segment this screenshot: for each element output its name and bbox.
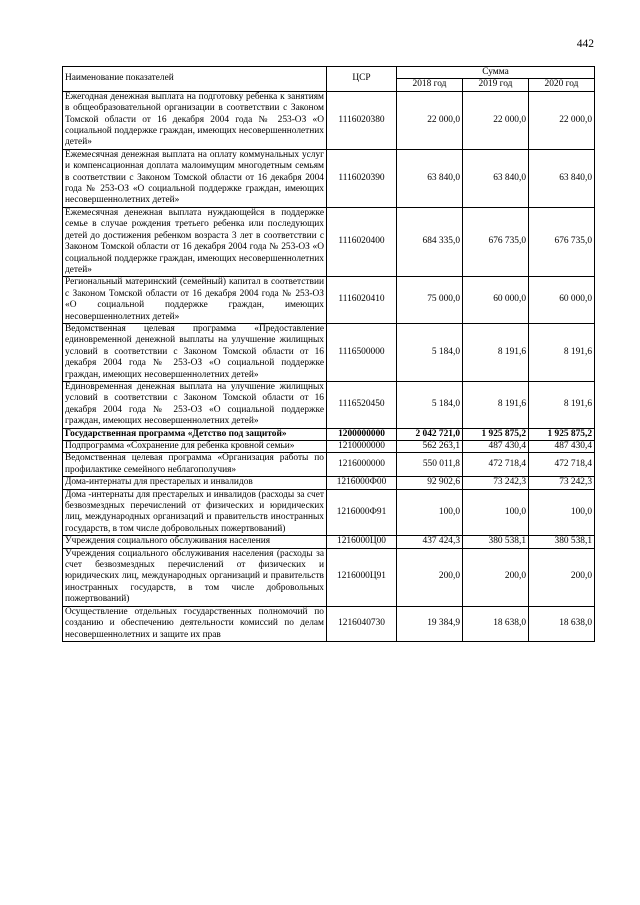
row-name: Осуществление отдельных государственных полномочий по созданию и обеспечению деятельности комиссий по делам несовершеннолетних и защите их прав	[63, 606, 327, 641]
row-value-2018: 684 335,0	[397, 207, 463, 276]
table-row-program-total	[63, 428, 595, 440]
row-value-2019: 200,0	[463, 548, 529, 606]
row-value-2019: 60 000,0	[463, 277, 529, 324]
table-row	[63, 453, 595, 477]
row-value-2018: 200,0	[397, 548, 463, 606]
row-value-2020: 200,0	[529, 548, 595, 606]
row-value-2020: 73 242,3	[529, 477, 595, 489]
table-row	[63, 441, 595, 453]
row-name: Дома -интернаты для престарелых и инвалидов (расходы за счет безвозмездных перечислений от физических и юридических лиц, международных организаций и правительств иностранных государств, в том числе добровольных пожертвований)	[63, 489, 327, 536]
row-value-2019: 1 925 875,2	[463, 428, 529, 440]
row-name: Ведомственная целевая программа «Предоставление единовременной денежной выплаты на улучшение жилищных условий в соответствии с Законом Томской области от 16 декабря 2004 года № 253-ОЗ «О социальной поддержке граждан, имеющих несовершеннолетних детей»	[63, 323, 327, 381]
table-row	[63, 548, 595, 606]
row-value-2020: 63 840,0	[529, 149, 595, 207]
page-number: 442	[576, 38, 594, 50]
row-value-2020: 676 735,0	[529, 207, 595, 276]
row-value-2018: 5 184,0	[397, 323, 463, 381]
table-row	[63, 91, 595, 149]
row-code: 1116520450	[327, 381, 397, 428]
table-row	[63, 477, 595, 489]
row-value-2018: 562 263,1	[397, 441, 463, 453]
row-name: Дома-интернаты для престарелых и инвалидов	[63, 477, 327, 489]
row-code: 1116020380	[327, 91, 397, 149]
table-row	[63, 381, 595, 428]
row-name: Ежемесячная денежная выплата нуждающейся в поддержке семье в случае рождения третьего ребенка или последующих детей до достижения ребенком возраста 3 лет в соответствии с Законом Томской области от 16 декабря 2004 года № 253-ОЗ «О социальной поддержке граждан, имеющих несовершеннолетних детей»	[63, 207, 327, 276]
row-name: Подпрограмма «Сохранение для ребенка кровной семьи»	[63, 441, 327, 453]
row-value-2019: 487 430,4	[463, 441, 529, 453]
header-year-2019: 2019 год	[463, 79, 529, 91]
row-value-2020: 472 718,4	[529, 453, 595, 477]
row-name: Ведомственная целевая программа «Организация работы по профилактике семейного неблагополучия»	[63, 453, 327, 477]
row-value-2020: 487 430,4	[529, 441, 595, 453]
row-code: 1216000Ф00	[327, 477, 397, 489]
row-code: 1216000Ц91	[327, 548, 397, 606]
row-name: Региональный материнский (семейный) капитал в соответствии с Законом Томской области от 16 декабря 2004 года № 253-ОЗ «О социальной поддержке граждан, имеющих несовершеннолетних детей»	[63, 277, 327, 324]
row-name: Государственная программа «Детство под защитой»	[63, 428, 327, 440]
row-value-2019: 73 242,3	[463, 477, 529, 489]
row-value-2019: 676 735,0	[463, 207, 529, 276]
row-name: Ежемесячная денежная выплата на оплату коммунальных услуг и компенсационная доплата малоимущим многодетным семьям в соответствии с Законом Томской области от 16 декабря 2004 года № 253-ОЗ «О социальной поддержке граждан, имеющих несовершеннолетних детей»	[63, 149, 327, 207]
row-value-2018: 2 042 721,0	[397, 428, 463, 440]
table-row	[63, 606, 595, 641]
row-name: Учреждения социального обслуживания населения	[63, 536, 327, 548]
row-value-2019: 380 538,1	[463, 536, 529, 548]
row-code: 1216000Ц00	[327, 536, 397, 548]
row-value-2018: 63 840,0	[397, 149, 463, 207]
row-value-2019: 18 638,0	[463, 606, 529, 641]
row-value-2018: 100,0	[397, 489, 463, 536]
row-value-2020: 18 638,0	[529, 606, 595, 641]
table-row	[63, 149, 595, 207]
row-value-2020: 380 538,1	[529, 536, 595, 548]
row-value-2020: 22 000,0	[529, 91, 595, 149]
budget-table	[62, 66, 595, 642]
row-value-2020: 8 191,6	[529, 323, 595, 381]
row-value-2019: 100,0	[463, 489, 529, 536]
row-code: 1216040730	[327, 606, 397, 641]
header-code: ЦСР	[327, 67, 397, 92]
row-code: 1116020410	[327, 277, 397, 324]
table-row	[63, 207, 595, 276]
header-year-2018: 2018 год	[397, 79, 463, 91]
row-value-2018: 19 384,9	[397, 606, 463, 641]
row-value-2020: 1 925 875,2	[529, 428, 595, 440]
row-value-2019: 63 840,0	[463, 149, 529, 207]
row-value-2019: 472 718,4	[463, 453, 529, 477]
header-name: Наименование показателей	[63, 67, 327, 92]
row-name: Учреждения социального обслуживания населения (расходы за счет безвозмездных перечислений от физических и юридических лиц, международных организаций и правительств иностранных государств, в том числе добровольных пожертвований)	[63, 548, 327, 606]
table-row	[63, 536, 595, 548]
row-value-2018: 92 902,6	[397, 477, 463, 489]
row-value-2018: 75 000,0	[397, 277, 463, 324]
row-code: 1216000000	[327, 453, 397, 477]
table-row	[63, 323, 595, 381]
row-value-2019: 8 191,6	[463, 381, 529, 428]
row-value-2020: 100,0	[529, 489, 595, 536]
row-value-2020: 60 000,0	[529, 277, 595, 324]
row-code: 1116020390	[327, 149, 397, 207]
header-sum: Сумма	[397, 67, 595, 79]
row-code: 1200000000	[327, 428, 397, 440]
row-code: 1116020400	[327, 207, 397, 276]
header-year-2020: 2020 год	[529, 79, 595, 91]
row-code: 1210000000	[327, 441, 397, 453]
row-value-2019: 22 000,0	[463, 91, 529, 149]
row-value-2018: 437 424,3	[397, 536, 463, 548]
row-value-2019: 8 191,6	[463, 323, 529, 381]
row-name: Единовременная денежная выплата на улучшение жилищных условий в соответствии с Законом Томской области от 16 декабря 2004 года № 253-ОЗ «О социальной поддержке граждан, имеющих несовершеннолетних детей»	[63, 381, 327, 428]
row-value-2018: 22 000,0	[397, 91, 463, 149]
row-value-2018: 550 011,8	[397, 453, 463, 477]
table-row	[63, 489, 595, 536]
row-code: 1116500000	[327, 323, 397, 381]
table-row	[63, 277, 595, 324]
row-value-2018: 5 184,0	[397, 381, 463, 428]
row-value-2020: 8 191,6	[529, 381, 595, 428]
row-name: Ежегодная денежная выплата на подготовку ребенка к занятиям в общеобразовательной организации в соответствии с Законом Томской области от 16 декабря 2004 года № 253-ОЗ «О социальной поддержке граждан, имеющих несовершеннолетних детей»	[63, 91, 327, 149]
row-code: 1216000Ф91	[327, 489, 397, 536]
